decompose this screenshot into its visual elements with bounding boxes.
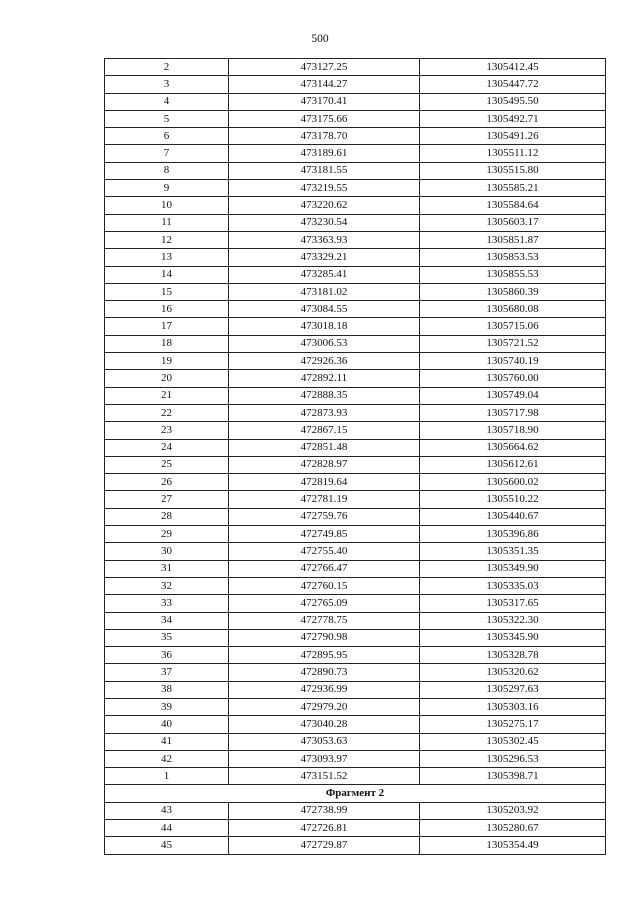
table-row (105, 231, 606, 248)
point-number-cell: 12 (105, 231, 229, 248)
x-coordinate-cell: 472738.99 (229, 802, 420, 819)
x-coordinate-cell: 473018.18 (229, 318, 420, 335)
point-number-cell: 26 (105, 474, 229, 491)
y-coordinate-cell: 1305510.22 (420, 491, 606, 508)
point-number-cell: 20 (105, 370, 229, 387)
y-coordinate-cell: 1305302.45 (420, 733, 606, 750)
table-row (105, 110, 606, 127)
y-coordinate-cell: 1305322.30 (420, 612, 606, 629)
fragment-header-body (105, 785, 606, 802)
point-number-cell: 41 (105, 733, 229, 750)
table-row (105, 456, 606, 473)
x-coordinate-cell: 472778.75 (229, 612, 420, 629)
table-row (105, 266, 606, 283)
x-coordinate-cell: 473363.93 (229, 231, 420, 248)
point-number-cell: 16 (105, 301, 229, 318)
point-number-cell: 18 (105, 335, 229, 352)
y-coordinate-cell: 1305515.80 (420, 162, 606, 179)
x-coordinate-cell: 473230.54 (229, 214, 420, 231)
point-number-cell: 32 (105, 577, 229, 594)
table-row (105, 249, 606, 266)
y-coordinate-cell: 1305495.50 (420, 93, 606, 110)
point-number-cell: 19 (105, 353, 229, 370)
coordinates-table (104, 58, 606, 855)
table-row (105, 162, 606, 179)
table-row (105, 802, 606, 819)
y-coordinate-cell: 1305664.62 (420, 439, 606, 456)
y-coordinate-cell: 1305440.67 (420, 508, 606, 525)
y-coordinate-cell: 1305351.35 (420, 543, 606, 560)
x-coordinate-cell: 472936.99 (229, 681, 420, 698)
table-row (105, 301, 606, 318)
table-row (105, 214, 606, 231)
point-number-cell: 36 (105, 647, 229, 664)
x-coordinate-cell: 472749.85 (229, 526, 420, 543)
table-row (105, 647, 606, 664)
x-coordinate-cell: 473178.70 (229, 128, 420, 145)
point-number-cell: 31 (105, 560, 229, 577)
y-coordinate-cell: 1305603.17 (420, 214, 606, 231)
x-coordinate-cell: 473170.41 (229, 93, 420, 110)
point-number-cell: 7 (105, 145, 229, 162)
y-coordinate-cell: 1305721.52 (420, 335, 606, 352)
point-number-cell: 4 (105, 93, 229, 110)
x-coordinate-cell: 473189.61 (229, 145, 420, 162)
y-coordinate-cell: 1305317.65 (420, 595, 606, 612)
x-coordinate-cell: 472760.15 (229, 577, 420, 594)
x-coordinate-cell: 472765.09 (229, 595, 420, 612)
x-coordinate-cell: 473127.25 (229, 59, 420, 76)
y-coordinate-cell: 1305717.98 (420, 404, 606, 421)
y-coordinate-cell: 1305447.72 (420, 76, 606, 93)
table-row (105, 595, 606, 612)
point-number-cell: 13 (105, 249, 229, 266)
point-number-cell: 28 (105, 508, 229, 525)
point-number-cell: 27 (105, 491, 229, 508)
x-coordinate-cell: 472867.15 (229, 422, 420, 439)
point-number-cell: 30 (105, 543, 229, 560)
table-row (105, 820, 606, 837)
x-coordinate-cell: 473040.28 (229, 716, 420, 733)
x-coordinate-cell: 473144.27 (229, 76, 420, 93)
y-coordinate-cell: 1305335.03 (420, 577, 606, 594)
y-coordinate-cell: 1305511.12 (420, 145, 606, 162)
table-row (105, 577, 606, 594)
table-row (105, 145, 606, 162)
table-row (105, 387, 606, 404)
point-number-cell: 15 (105, 283, 229, 300)
y-coordinate-cell: 1305855.53 (420, 266, 606, 283)
table-row (105, 612, 606, 629)
x-coordinate-cell: 473053.63 (229, 733, 420, 750)
table-row (105, 526, 606, 543)
x-coordinate-cell: 472766.47 (229, 560, 420, 577)
table-row (105, 681, 606, 698)
y-coordinate-cell: 1305715.06 (420, 318, 606, 335)
y-coordinate-cell: 1305303.16 (420, 698, 606, 715)
y-coordinate-cell: 1305328.78 (420, 647, 606, 664)
coordinates-table-body-fragment-2 (105, 802, 606, 854)
point-number-cell: 35 (105, 629, 229, 646)
x-coordinate-cell: 473285.41 (229, 266, 420, 283)
y-coordinate-cell: 1305345.90 (420, 629, 606, 646)
fragment-label: Фрагмент 2 (105, 785, 606, 802)
x-coordinate-cell: 472781.19 (229, 491, 420, 508)
y-coordinate-cell: 1305760.00 (420, 370, 606, 387)
table-row (105, 59, 606, 76)
point-number-cell: 37 (105, 664, 229, 681)
x-coordinate-cell: 473181.55 (229, 162, 420, 179)
table-row (105, 335, 606, 352)
table-row (105, 370, 606, 387)
page-number: 500 (311, 33, 329, 45)
y-coordinate-cell: 1305203.92 (420, 802, 606, 819)
table-row (105, 283, 606, 300)
x-coordinate-cell: 472873.93 (229, 404, 420, 421)
x-coordinate-cell: 473006.53 (229, 335, 420, 352)
fragment-header-row (105, 785, 606, 802)
point-number-cell: 33 (105, 595, 229, 612)
x-coordinate-cell: 473175.66 (229, 110, 420, 127)
table-row (105, 543, 606, 560)
x-coordinate-cell: 472790.98 (229, 629, 420, 646)
table-row (105, 180, 606, 197)
y-coordinate-cell: 1305491.26 (420, 128, 606, 145)
y-coordinate-cell: 1305275.17 (420, 716, 606, 733)
table-row (105, 474, 606, 491)
point-number-cell: 23 (105, 422, 229, 439)
point-number-cell: 8 (105, 162, 229, 179)
table-row (105, 508, 606, 525)
x-coordinate-cell: 473151.52 (229, 768, 420, 785)
table-row (105, 404, 606, 421)
y-coordinate-cell: 1305600.02 (420, 474, 606, 491)
table-row (105, 197, 606, 214)
point-number-cell: 40 (105, 716, 229, 733)
y-coordinate-cell: 1305398.71 (420, 768, 606, 785)
x-coordinate-cell: 472819.64 (229, 474, 420, 491)
point-number-cell: 43 (105, 802, 229, 819)
table-row (105, 318, 606, 335)
y-coordinate-cell: 1305296.53 (420, 750, 606, 767)
y-coordinate-cell: 1305297.63 (420, 681, 606, 698)
x-coordinate-cell: 472759.76 (229, 508, 420, 525)
x-coordinate-cell: 472979.20 (229, 698, 420, 715)
table-row (105, 93, 606, 110)
point-number-cell: 6 (105, 128, 229, 145)
point-number-cell: 39 (105, 698, 229, 715)
point-number-cell: 29 (105, 526, 229, 543)
x-coordinate-cell: 473181.02 (229, 283, 420, 300)
point-number-cell: 2 (105, 59, 229, 76)
point-number-cell: 22 (105, 404, 229, 421)
x-coordinate-cell: 473220.62 (229, 197, 420, 214)
point-number-cell: 3 (105, 76, 229, 93)
y-coordinate-cell: 1305680.08 (420, 301, 606, 318)
y-coordinate-cell: 1305349.90 (420, 560, 606, 577)
point-number-cell: 21 (105, 387, 229, 404)
point-number-cell: 11 (105, 214, 229, 231)
y-coordinate-cell: 1305853.53 (420, 249, 606, 266)
table-row (105, 837, 606, 854)
x-coordinate-cell: 473219.55 (229, 180, 420, 197)
x-coordinate-cell: 473329.21 (229, 249, 420, 266)
y-coordinate-cell: 1305354.49 (420, 837, 606, 854)
x-coordinate-cell: 472755.40 (229, 543, 420, 560)
x-coordinate-cell: 472888.35 (229, 387, 420, 404)
table-row (105, 750, 606, 767)
point-number-cell: 38 (105, 681, 229, 698)
x-coordinate-cell: 472851.48 (229, 439, 420, 456)
table-row (105, 128, 606, 145)
point-number-cell: 17 (105, 318, 229, 335)
x-coordinate-cell: 472926.36 (229, 353, 420, 370)
point-number-cell: 45 (105, 837, 229, 854)
y-coordinate-cell: 1305585.21 (420, 180, 606, 197)
y-coordinate-cell: 1305749.04 (420, 387, 606, 404)
y-coordinate-cell: 1305412.45 (420, 59, 606, 76)
point-number-cell: 42 (105, 750, 229, 767)
point-number-cell: 25 (105, 456, 229, 473)
table-row (105, 629, 606, 646)
table-row (105, 560, 606, 577)
y-coordinate-cell: 1305851.87 (420, 231, 606, 248)
x-coordinate-cell: 472892.11 (229, 370, 420, 387)
point-number-cell: 34 (105, 612, 229, 629)
table-row (105, 422, 606, 439)
point-number-cell: 10 (105, 197, 229, 214)
point-number-cell: 5 (105, 110, 229, 127)
point-number-cell: 24 (105, 439, 229, 456)
table-row (105, 76, 606, 93)
y-coordinate-cell: 1305396.86 (420, 526, 606, 543)
point-number-cell: 1 (105, 768, 229, 785)
y-coordinate-cell: 1305492.71 (420, 110, 606, 127)
y-coordinate-cell: 1305320.62 (420, 664, 606, 681)
point-number-cell: 14 (105, 266, 229, 283)
x-coordinate-cell: 473093.97 (229, 750, 420, 767)
x-coordinate-cell: 472890.73 (229, 664, 420, 681)
table-row (105, 491, 606, 508)
y-coordinate-cell: 1305584.64 (420, 197, 606, 214)
x-coordinate-cell: 472895.95 (229, 647, 420, 664)
table-row (105, 353, 606, 370)
coordinates-table-body-fragment-1 (105, 59, 606, 785)
point-number-cell: 44 (105, 820, 229, 837)
y-coordinate-cell: 1305280.67 (420, 820, 606, 837)
table-row (105, 698, 606, 715)
x-coordinate-cell: 473084.55 (229, 301, 420, 318)
y-coordinate-cell: 1305718.90 (420, 422, 606, 439)
y-coordinate-cell: 1305612.61 (420, 456, 606, 473)
point-number-cell: 9 (105, 180, 229, 197)
table-row (105, 768, 606, 785)
table-row (105, 664, 606, 681)
y-coordinate-cell: 1305740.19 (420, 353, 606, 370)
table-row (105, 439, 606, 456)
x-coordinate-cell: 472828.97 (229, 456, 420, 473)
y-coordinate-cell: 1305860.39 (420, 283, 606, 300)
x-coordinate-cell: 472729.87 (229, 837, 420, 854)
table-row (105, 716, 606, 733)
table-row (105, 733, 606, 750)
x-coordinate-cell: 472726.81 (229, 820, 420, 837)
